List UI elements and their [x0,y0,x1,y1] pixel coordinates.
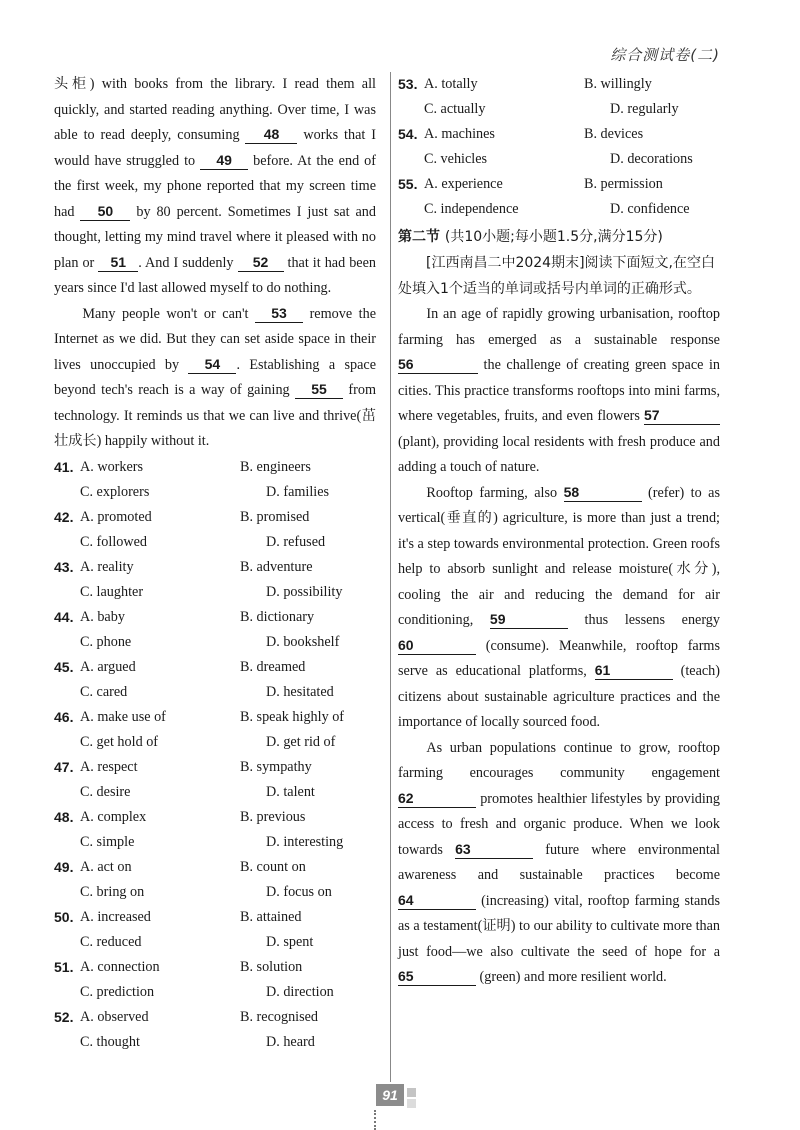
question-number: 42. [54,508,74,525]
passage-text: the challenge of creating green space in cities. This practice transforms rooftops into mini farms, where vegetables, fruits, and even flowers [398,357,720,424]
option-row [54,955,376,980]
option-c: C. actually [424,101,486,117]
passage-paragraph [54,302,376,455]
option-d: D. regularly [610,101,679,117]
option-a: A. increased [80,908,151,925]
answer-blank-60: 60 [398,636,476,655]
option-row [54,830,376,855]
answer-blank-55: 55 [295,380,343,399]
passage-text: (teach) citizens about sustainable agriculture practices and the importance of locally sourced food. [398,663,720,730]
question-number: 54. [398,126,418,142]
question-number: 51. [54,958,74,975]
option-c: C. vehicles [424,151,488,167]
option-row [54,530,376,555]
option-b: B. previous [240,808,306,825]
answer-blank-49: 49 [200,151,248,170]
option-c: C. thought [80,1033,140,1050]
option-row [54,555,376,580]
option-row [54,1005,376,1030]
option-c: C. desire [80,783,131,800]
option-b: B. attained [240,908,302,925]
passage-text: (increasing) vital, rooftop farming stands as a testament(证明) to our ability to cultivate more than just food—we also cultivate the seed of hope for a [398,892,720,960]
answer-blank-51: 51 [98,253,138,272]
option-d: D. interesting [266,833,344,850]
option-a: A. reality [80,558,134,575]
option-row [54,455,376,480]
passage-text: thus lessens energy [567,612,720,628]
option-a: A. promoted [80,508,152,525]
option-b: B. dictionary [240,608,315,625]
option-a: A. respect [80,758,138,775]
option-d: D. bookshelf [266,633,340,650]
option-row [398,197,720,222]
passage-text: works that I would have struggled to [54,127,376,169]
passage-text: (plant), providing local residents with fresh produce and adding a touch of nature. [398,433,720,475]
answer-blank-50: 50 [80,202,130,221]
option-d: D. spent [266,933,314,950]
passage-text: that it had been years since I'd last allowed myself to do nothing. [54,254,376,296]
option-row [54,880,376,905]
section-title: 第二节 [398,229,440,245]
option-d: D. get rid of [266,733,336,750]
answer-blank-65: 65 [398,967,476,986]
option-c: C. explorers [80,483,150,500]
option-c: C. cared [80,683,128,700]
passage-paragraph [398,736,720,991]
option-b: B. sympathy [240,758,312,775]
corner-decoration [407,1099,416,1108]
options-list [398,72,720,222]
option-d: D. hesitated [266,683,334,700]
option-a: A. connection [80,958,160,975]
option-row [398,72,720,97]
option-c: C. followed [80,533,147,550]
question-number: 46. [54,708,74,725]
option-d: D. decorations [610,151,693,167]
passage-text: before. At the end of the first week, my phone reported that my screen time had [54,152,376,220]
option-d: D. possibility [266,583,343,600]
option-row [54,655,376,680]
passage-text: As urban populations continue to grow, rooftop farming encourages community engagement [398,739,720,781]
column-divider [390,72,391,1082]
option-row [398,97,720,122]
answer-blank-63: 63 [455,840,533,859]
question-number: 45. [54,658,74,675]
option-d: D. confidence [610,201,690,217]
dotted-line [374,1110,378,1130]
option-row [54,680,376,705]
answer-blank-57: 57 [644,406,720,425]
option-row [398,147,720,172]
option-row [54,1030,376,1055]
option-b: B. devices [584,126,644,142]
left-column [54,72,376,1055]
option-b: B. count on [240,858,306,875]
option-row [398,172,720,197]
option-row [54,755,376,780]
passage-text: promotes healthier lifestyles by providing access to fresh and organic produce. When we look towards [398,790,720,858]
answer-blank-56: 56 [398,355,478,374]
option-c: C. bring on [80,883,145,900]
question-number: 50. [54,908,74,925]
option-c: C. phone [80,633,132,650]
passage-text: Many people won't or can't [82,305,256,322]
option-b: B. permission [584,176,663,192]
section-info: (共10小题;每小题1.5分,满分15分) [444,229,663,245]
option-d: D. direction [266,983,334,1000]
option-row [54,730,376,755]
option-row [54,580,376,605]
question-number: 48. [54,808,74,825]
passage-paragraph [398,481,720,736]
option-b: B. solution [240,958,303,975]
option-a: A. workers [80,458,144,475]
answer-blank-53: 53 [255,304,303,323]
passage-text: future where environmental awareness and sustainable practices become [398,841,721,883]
option-row [398,122,720,147]
passage-text: . And I suddenly [138,254,238,271]
option-row [54,705,376,730]
question-number: 49. [54,858,74,875]
section-heading [398,224,720,250]
answer-blank-58: 58 [564,483,642,502]
answer-blank-61: 61 [595,661,673,680]
question-number: 47. [54,758,74,775]
option-c: C. prediction [80,983,155,1000]
passage-text: by 80 percent. Sometimes I just sat and thought, letting my mind travel where it pleased with no plan or [54,203,376,271]
option-row [54,780,376,805]
option-d: D. heard [266,1033,315,1050]
answer-blank-64: 64 [398,891,476,910]
passage-paragraph [54,72,376,302]
option-d: D. families [266,483,330,500]
passage-text: (consume). Meanwhile, rooftop farms serve as educational platforms, [398,637,720,679]
option-a: A. act on [80,858,132,875]
option-row [54,480,376,505]
option-d: D. refused [266,533,326,550]
option-c: C. reduced [80,933,142,950]
option-b: B. dreamed [240,658,306,675]
options-list [54,455,376,1055]
passage-text: 头柜) with books from the library. I read them all quickly, and started reading anything. Over time, I was able to read deeply, consuming [54,76,376,143]
option-b: B. engineers [240,458,311,475]
option-c: C. get hold of [80,733,159,750]
right-column [398,72,720,991]
passage-text: (green) and more resilient world. [476,969,667,985]
passage-text: (refer) to as vertical(垂直的) agriculture, is more than just a trend; it's a step towards environmental protection. Green roofs help to absorb sunlight and release moisture(水分), cooling the air and reducing the demand for air conditioning, [398,484,720,628]
option-c: C. independence [424,201,519,217]
option-a: A. make use of [80,708,166,725]
option-row [54,605,376,630]
option-a: A. observed [80,1008,149,1025]
option-a: A. complex [80,808,147,825]
option-b: B. speak highly of [240,708,345,725]
passage-text: Rooftop farming, also [426,484,564,501]
option-row [54,630,376,655]
question-number: 43. [54,558,74,575]
answer-blank-48: 48 [245,125,297,144]
option-d: D. talent [266,783,315,800]
option-row [54,905,376,930]
option-b: B. recognised [240,1008,319,1025]
answer-blank-54: 54 [188,355,236,374]
page-header: 综合测试卷(二) [610,46,720,64]
option-row [54,505,376,530]
answer-blank-62: 62 [398,789,476,808]
option-a: A. machines [424,126,495,142]
corner-decoration [407,1088,416,1097]
passage-text: In an age of rapidly growing urbanisation, rooftop farming has emerged as a sustainable response [398,306,720,348]
option-b: B. adventure [240,558,313,575]
page-number: 91 [376,1084,404,1106]
option-c: C. simple [80,833,135,850]
answer-blank-52: 52 [238,253,284,272]
passage-text: remove the Internet as we did. But they can set aside space in their lives unoccupied by [54,305,376,373]
option-row [54,930,376,955]
option-row [54,805,376,830]
option-b: B. promised [240,508,310,525]
passage-text: from technology. It reminds us that we can live and thrive(茁壮成长) happily without it. [54,382,376,449]
section-instruction: [江西南昌二中2024期末]阅读下面短文,在空白处填入1个适当的单词或括号内单词的正确形式。 [398,255,716,297]
option-a: A. totally [424,76,478,92]
option-a: A. experience [424,176,503,192]
question-number: 41. [54,458,74,475]
passage-paragraph [398,302,720,481]
question-number: 44. [54,608,74,625]
question-number: 55. [398,176,418,192]
option-b: B. willingly [584,76,652,92]
answer-blank-59: 59 [490,610,568,629]
option-row [54,855,376,880]
option-c: C. laughter [80,583,144,600]
option-a: A. argued [80,658,136,675]
option-row [54,980,376,1005]
option-a: A. baby [80,608,125,625]
question-number: 53. [398,76,418,92]
passage-text: . Establishing a space beyond tech's reach is a way of gaining [54,356,376,398]
question-number: 52. [54,1008,74,1025]
option-d: D. focus on [266,883,332,900]
